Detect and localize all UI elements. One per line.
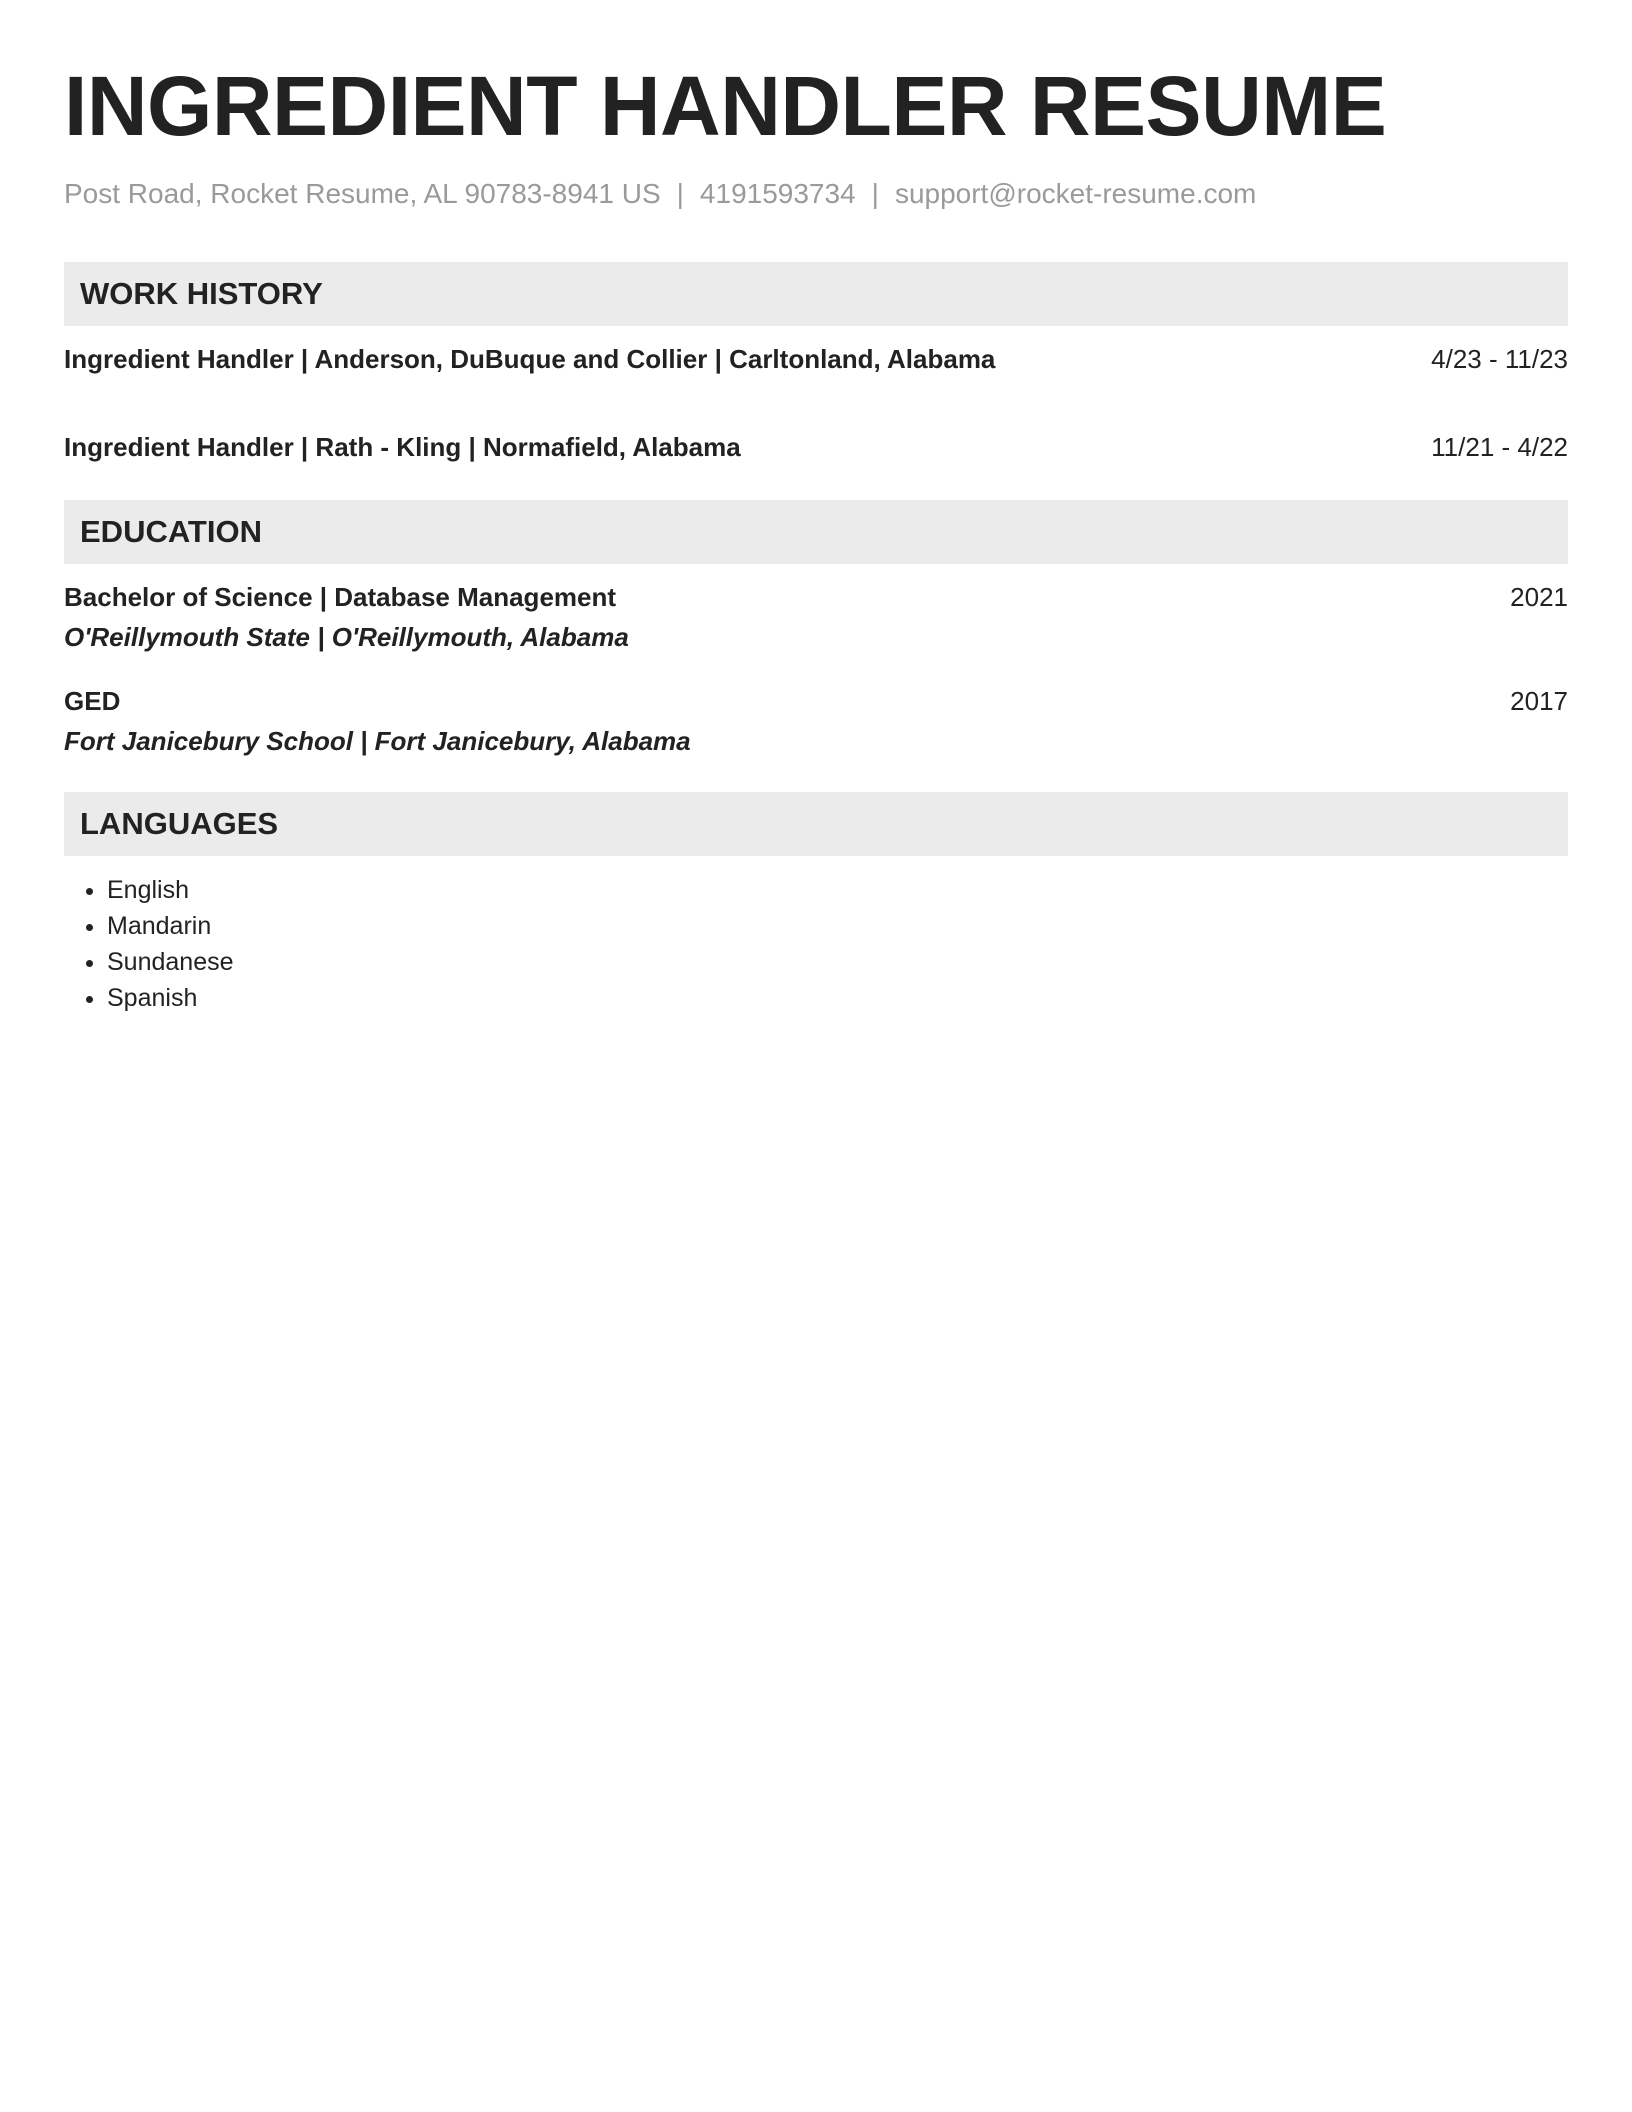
job-title-line: Ingredient Handler | Rath - Kling | Normafield, Alabama (64, 432, 741, 462)
degree-line: GED (64, 686, 121, 716)
languages-list (64, 872, 1568, 1016)
education-year: 2017 (1510, 686, 1568, 716)
education-year: 2021 (1510, 582, 1568, 612)
contact-separator: | (676, 178, 684, 209)
contact-address: Post Road, Rocket Resume, AL 90783-8941 US (64, 178, 661, 209)
contact-email: support@rocket-resume.com (894, 178, 1257, 209)
language-item: • English (107, 872, 1568, 908)
language-item: • Mandarin (107, 908, 1568, 944)
degree-line: Bachelor of Science | Database Management (64, 582, 617, 612)
school-line: O'Reillymouth State | O'Reillymouth, Alabama (64, 622, 629, 652)
language-item: • Spanish (107, 980, 1568, 1016)
job-entry (64, 430, 1568, 464)
language-item: • Sundanese (107, 944, 1568, 980)
job-entry (64, 342, 1568, 376)
education-heading: EDUCATION (64, 500, 1568, 564)
education-entry (64, 580, 1568, 654)
school-line: Fort Janicebury School | Fort Janicebury, Alabama (64, 726, 691, 756)
job-title-line: Ingredient Handler | Anderson, DuBuque and Collier | Carltonland, Alabama (64, 344, 996, 374)
contact-phone: 4191593734 (699, 178, 856, 209)
contact-separator: | (871, 178, 879, 209)
job-dates: 4/23 - 11/23 (1431, 344, 1568, 374)
resume-title: INGREDIENT HANDLER RESUME (64, 59, 1387, 153)
languages-heading: LANGUAGES (64, 792, 1568, 856)
job-dates: 11/21 - 4/22 (1431, 432, 1568, 462)
education-entry (64, 684, 1568, 758)
contact-line (64, 176, 1568, 212)
work-history-heading: WORK HISTORY (64, 262, 1568, 326)
